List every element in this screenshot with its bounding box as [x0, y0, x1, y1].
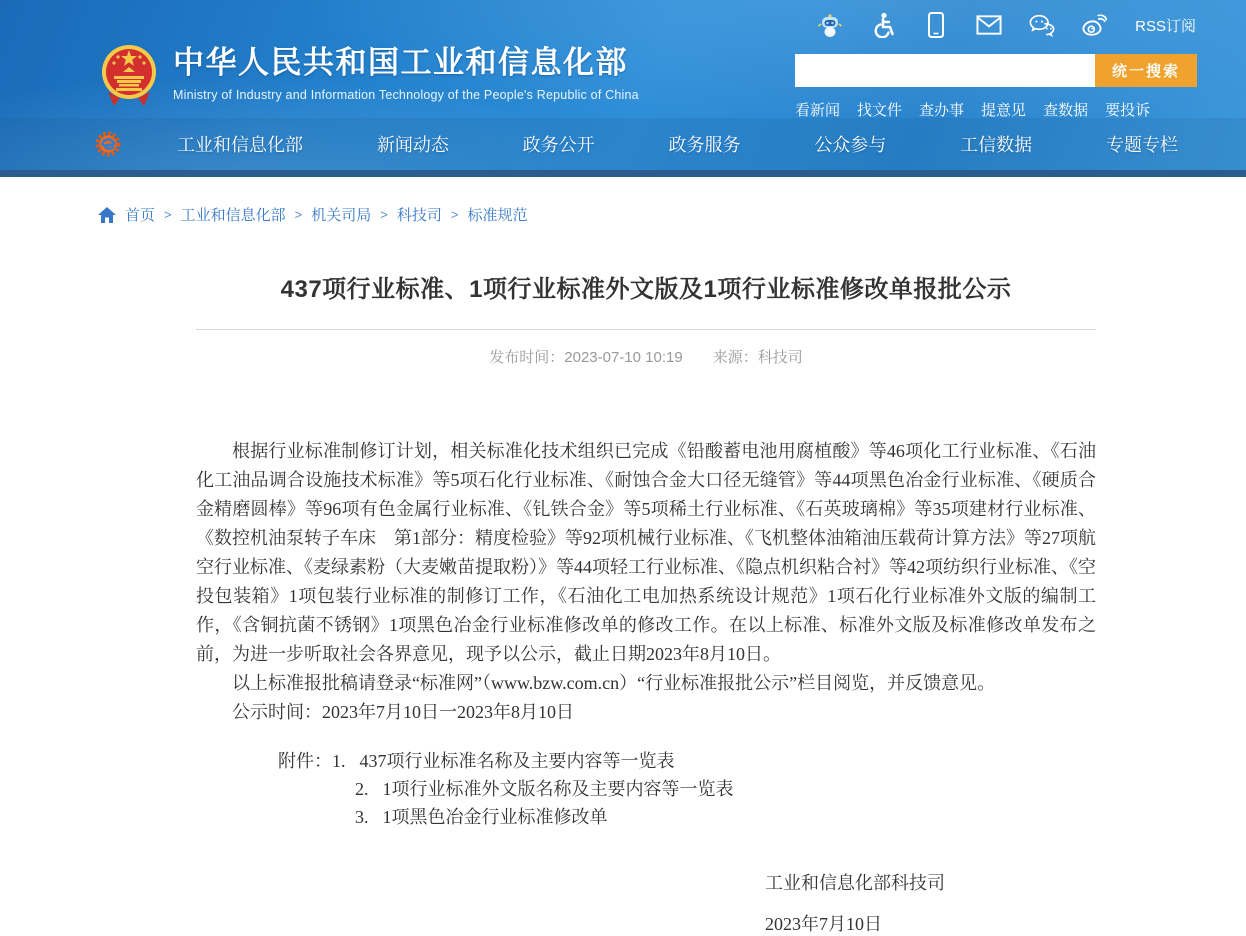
attachment-line-1	[278, 747, 1096, 775]
page-title: 437项行业标准、1项行业标准外文版及1项行业标准修改单报批公示	[280, 276, 1012, 303]
site-brand	[100, 42, 639, 110]
attachment-line-3	[278, 803, 1096, 831]
nav-item-miit[interactable]: 工业和信息化部	[177, 135, 303, 155]
site-subtitle: Ministry of Industry and Information Technology of the People's Republic of China	[173, 88, 639, 102]
main-nav	[0, 118, 1246, 170]
attachment-2-number: 2.	[355, 779, 369, 799]
source-label: 来源：	[712, 349, 758, 366]
paragraph-public-period: 公示时间：2023年7月10日一2023年8月10日	[232, 702, 574, 722]
search-input[interactable]	[795, 54, 1095, 87]
home-icon[interactable]	[98, 207, 116, 223]
breadcrumb-science-tech-dept[interactable]: 科技司	[396, 207, 442, 224]
attachment-2-link[interactable]: 1项行业标准外文版名称及主要内容等一览表	[382, 779, 734, 799]
paragraph-feedback: 以上标准报批稿请登录“标准网”（www.bzw.com.cn）“行业标准报批公示”栏目阅览，并反馈意见。	[232, 673, 996, 693]
nav-item-public-participation[interactable]: 公众参与	[814, 135, 887, 155]
unified-search-button[interactable]: 统一搜索	[1095, 54, 1197, 87]
search-area	[795, 54, 1197, 120]
publish-time-value: 2023-07-10 10:19	[564, 349, 683, 366]
paragraph-main: 根据行业标准制修订计划，相关标准化技术组织已完成《铅酸蓄电池用腐植酸》等46项化工行业标准、《石油化工油品调合设施技术标准》等5项石化行业标准、《耐蚀合金大口径无缝管》等44项黑色冶金行业标准、《硬质合金精磨圆棒》等96项有色金属行业标准、《钆铁合金》等5项稀土行业标准、《石英玻璃棉》等35项建材行业标准、《数控机油泵转子车床 第1部分：精度检验》等92项机械行业标准、《飞机整体油箱油压载荷计算方法》等27项航空行业标准、《麦绿素粉（大麦嫩苗提取粉）》等44项轻工行业标准、《隐点机织粘合衬》等42项纺织行业标准、《空投包装箱》1项包装行业标准的制修订工作，《石油化工电加热系统设计规范》1项石化行业标准外文版的编制工作，《含铜抗菌不锈钢》1项黑色冶金行业标准修改单的修改工作。在以上标准、标准外文版及标准修改单发布之前，为进一步听取社会各界意见，现予以公示，截止日期2023年8月10日。	[196, 441, 1096, 664]
quick-link-feedback[interactable]: 提意见	[981, 102, 1027, 119]
title-divider	[196, 329, 1096, 330]
weibo-icon[interactable]	[1082, 12, 1108, 38]
nav-item-news[interactable]: 新闻动态	[376, 135, 449, 155]
quick-links	[795, 99, 1197, 120]
nav-item-industry-data[interactable]: 工信数据	[960, 135, 1033, 155]
breadcrumb	[98, 204, 1246, 225]
signature-org: 工业和信息化部科技司	[765, 873, 945, 893]
rss-subscribe-link[interactable]: RSS订阅	[1135, 17, 1196, 35]
publish-time-label: 发布时间：	[489, 349, 565, 366]
site-header	[0, 0, 1246, 177]
mail-icon[interactable]	[976, 12, 1002, 38]
signature-date: 2023年7月10日	[765, 914, 882, 934]
signature-block	[765, 869, 1096, 936]
attachment-1-link[interactable]: 437项行业标准名称及主要内容等一览表	[359, 751, 675, 771]
quick-link-complaint[interactable]: 要投诉	[1105, 102, 1151, 119]
breadcrumb-separator: >	[380, 207, 388, 222]
breadcrumb-separator: >	[164, 207, 172, 222]
site-title: 中华人民共和国工业和信息化部	[173, 45, 628, 80]
quick-link-news[interactable]: 看新闻	[795, 102, 841, 119]
breadcrumb-home[interactable]: 首页	[125, 207, 156, 224]
accessibility-icon[interactable]	[870, 12, 896, 38]
miit-e-logo-icon	[93, 129, 123, 159]
quick-link-services[interactable]: 查办事	[919, 102, 965, 119]
article-body	[196, 437, 1096, 727]
attachments-label: 附件：	[278, 751, 332, 771]
quick-link-data[interactable]: 查数据	[1043, 102, 1089, 119]
breadcrumb-separator: >	[450, 207, 459, 222]
attachments	[278, 747, 1096, 831]
attachment-line-2	[278, 775, 1096, 803]
breadcrumb-standards[interactable]: 标准规范	[467, 207, 528, 224]
nav-item-gov-disclosure[interactable]: 政务公开	[522, 135, 595, 155]
nav-item-gov-services[interactable]: 政务服务	[668, 135, 741, 155]
source-value: 科技司	[757, 349, 803, 366]
utility-bar	[817, 12, 1196, 38]
breadcrumb-departments[interactable]: 机关司局	[311, 207, 372, 224]
attachment-3-link[interactable]: 1项黑色冶金行业标准修改单	[382, 807, 608, 827]
quick-link-documents[interactable]: 找文件	[857, 102, 903, 119]
wechat-icon[interactable]	[1029, 12, 1055, 38]
national-emblem-icon	[100, 42, 158, 110]
mobile-icon[interactable]	[923, 12, 949, 38]
attachment-3-number: 3.	[355, 807, 369, 827]
breadcrumb-miit[interactable]: 工业和信息化部	[180, 207, 286, 224]
breadcrumb-separator: >	[294, 207, 303, 222]
article-meta	[196, 346, 1096, 367]
nav-item-special-topics[interactable]: 专题专栏	[1105, 135, 1178, 155]
attachment-1-number: 1.	[332, 751, 346, 771]
robot-mascot-icon[interactable]	[817, 12, 843, 38]
article	[196, 276, 1096, 936]
